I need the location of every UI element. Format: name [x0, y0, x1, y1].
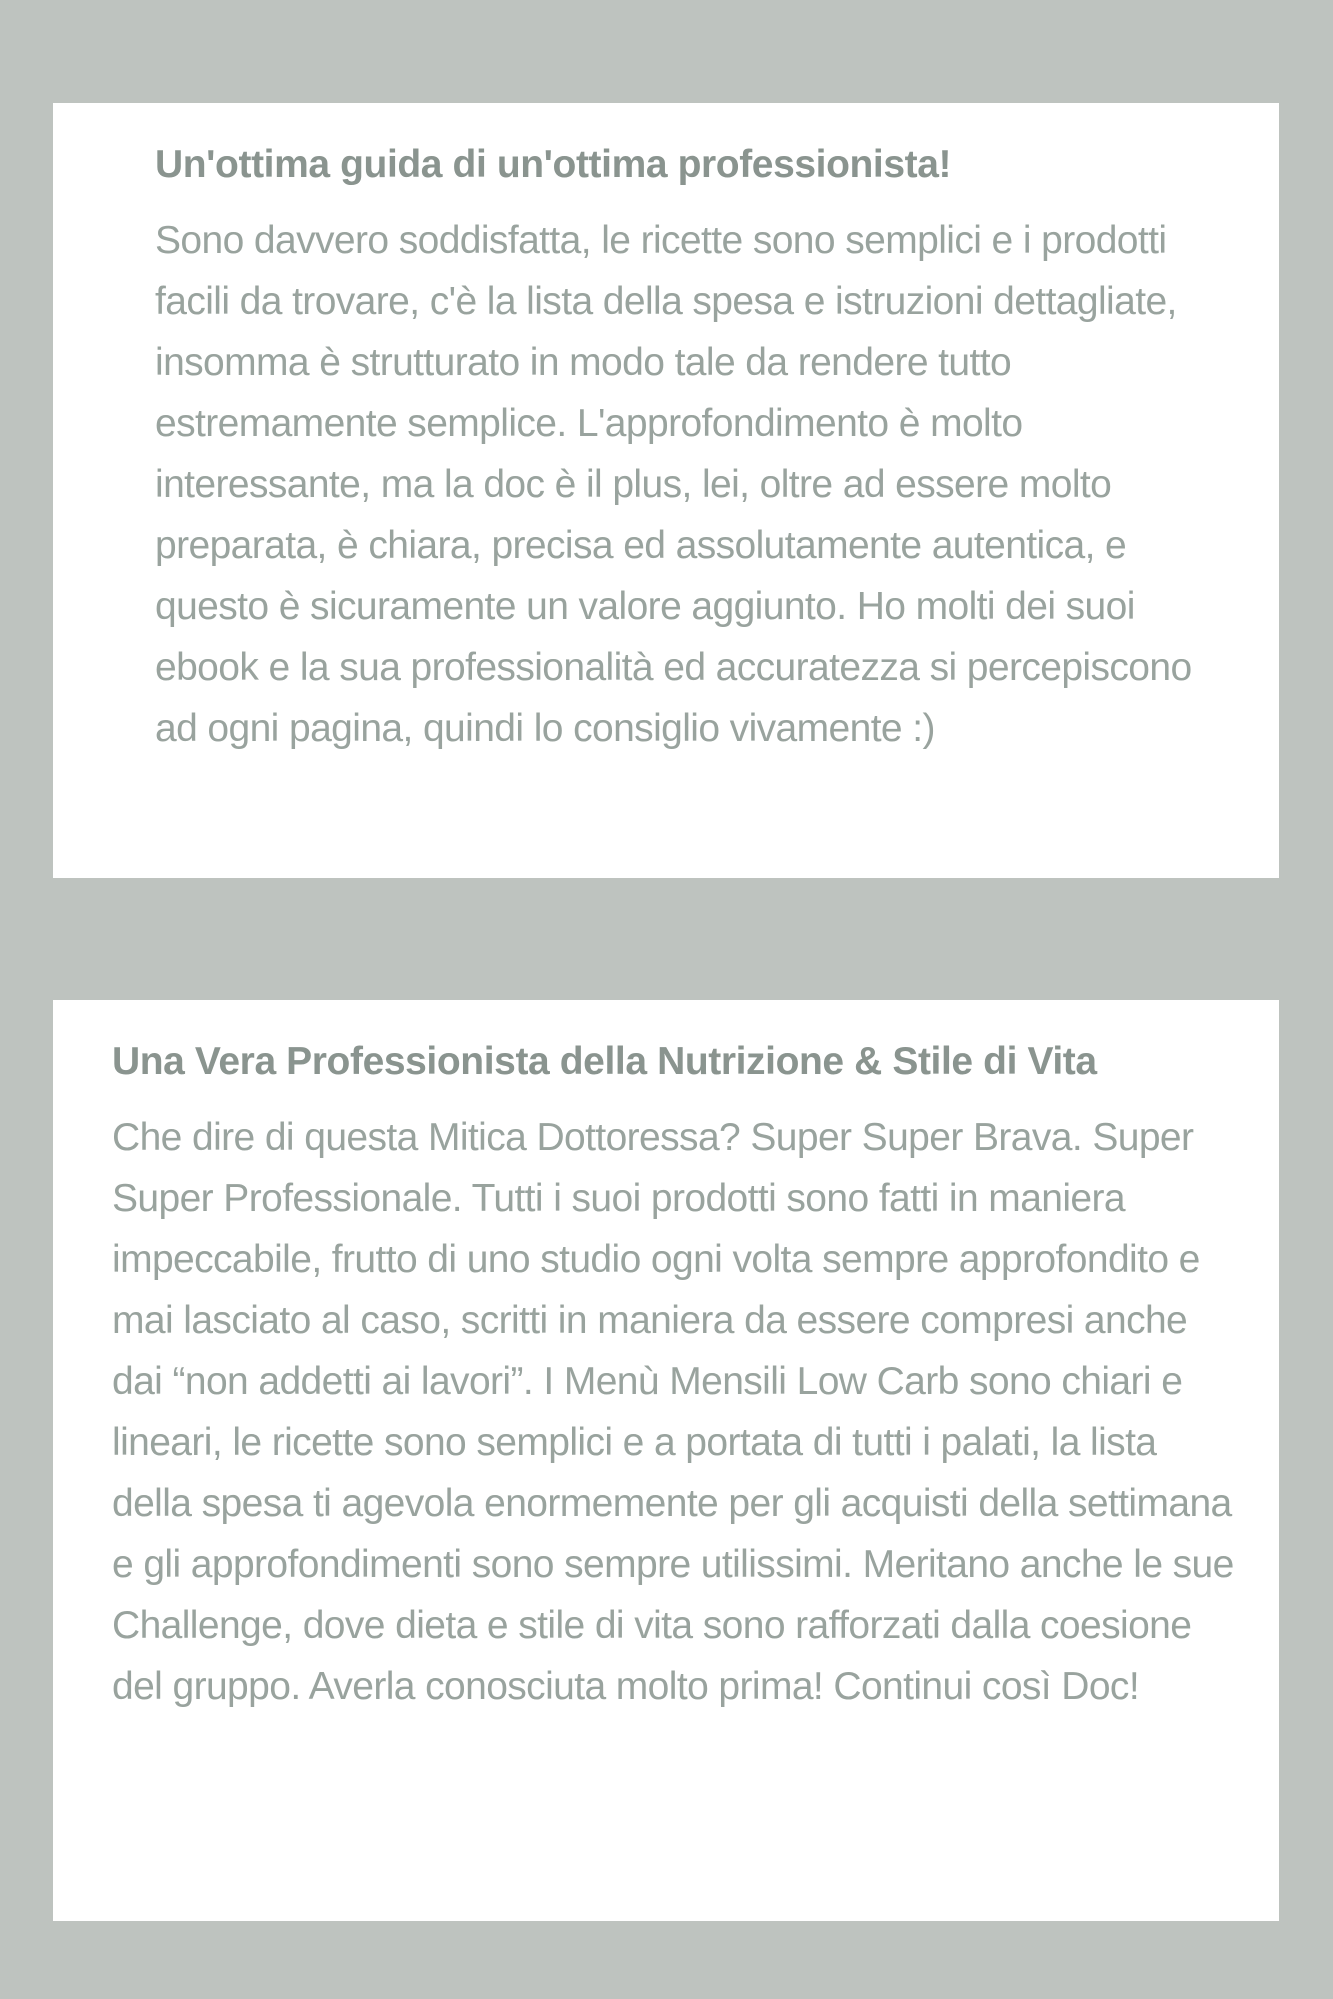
- review-card: [53, 103, 1279, 878]
- review-title: Un'ottima guida di un'ottima professionista!: [155, 143, 952, 186]
- review-title: Una Vera Professionista della Nutrizione & Stile di Vita: [112, 1040, 1097, 1083]
- review-body: Che dire di questa Mitica Dottoressa? Super Super Brava. Super Super Professionale. Tutti i suoi prodotti sono fatti in maniera impeccabile, frutto di uno studio ogni volta sempre approfondito e mai lasciato al caso, scritti in maniera da essere compresi anche dai “non addetti ai lavori”. I Menù Mensili Low Carb sono chiari e lineari, le ricette sono semplici e a portata di tutti i palati, la lista della spesa ti agevola enormemente per gli acquisti della settimana e gli approfondimenti sono sempre utilissimi. Meritano anche le sue Challenge, dove dieta e stile di vita sono rafforzati dalla coesione del gruppo. Averla conosciuta molto prima! Continui così Doc!: [112, 1115, 1234, 1708]
- review-body: Sono davvero soddisfatta, le ricette sono semplici e i prodotti facili da trovare, c'è la lista della spesa e istruzioni dettagliate, insomma è strutturato in modo tale da rendere tutto estremamente semplice. L'approfondimento è molto interessante, ma la doc è il plus, lei, oltre ad essere molto preparata, è chiara, precisa ed assolutamente autentica, e questo è sicuramente un valore aggiunto. Ho molti dei suoi ebook e la sua professionalità ed accuratezza si percepiscono ad ogni pagina, quindi lo consiglio vivamente :): [155, 218, 1192, 750]
- review-card: [53, 1000, 1279, 1921]
